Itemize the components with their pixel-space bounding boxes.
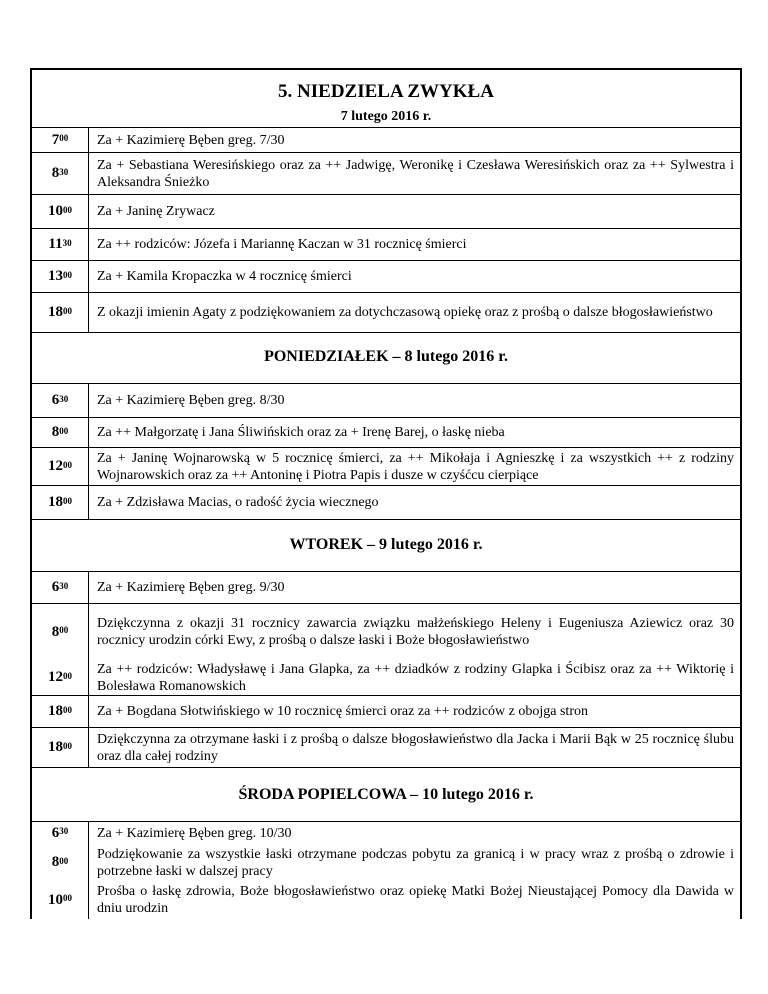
- mass-time: 11 $^{30}$: [32, 229, 89, 260]
- table-row: [30, 486, 742, 520]
- mass-time: 10 $^{00}$: [32, 195, 89, 228]
- intention-text: Z okazji imienin Agaty z podziękowaniem za dotychczasową opiekę oraz z prośbą o dalsze błogosławieństwo: [97, 305, 713, 320]
- mass-time: 8 $^{30}$: [32, 153, 89, 194]
- mass-time: 6 $^{30}$: [32, 822, 89, 844]
- mass-time: 13 $^{00}$: [32, 261, 89, 292]
- mass-time: 18 $^{00}$: [32, 696, 89, 727]
- intention-text: Za + Kazimierę Bęben greg. 10/30: [97, 825, 292, 841]
- intention-text: Za + Janinę Wojnarowską w 5 rocznicę śmierci, za ++ Mikołaja i Agnieszkę i za wszystkich ++ z rodziny Wojnarowskich oraz za ++ Antoninę i Piotra Papis i dusze w czyśćcu cierpiące: [97, 450, 734, 483]
- table-row: [30, 293, 742, 333]
- mass-time: 8 $^{00}$: [32, 418, 89, 447]
- table-row: [30, 195, 742, 229]
- mass-time: 10 $^{00}$: [32, 881, 89, 919]
- section-title: PONIEDZIAŁEK – 8 lutego 2016 r.: [264, 348, 508, 365]
- intention-text: Podziękowanie za wszystkie łaski otrzymane podczas pobytu za granicą i w pracy wraz z prośbą o zdrowie i potrzebne łaski w dalszej pracy: [97, 846, 734, 879]
- table-row: [30, 844, 742, 881]
- mass-time: 6 $^{30}$: [32, 572, 89, 603]
- table-row: [30, 572, 742, 604]
- section-header: [30, 333, 742, 384]
- intention-text: Za ++ rodziców: Józefa i Mariannę Kaczan w 31 rocznicę śmierci: [97, 237, 467, 252]
- intention-text: Za + Bogdana Słotwińskiego w 10 rocznicę śmierci oraz za ++ rodziców z obojga stron: [97, 704, 588, 719]
- section-title: WTOREK – 9 lutego 2016 r.: [289, 536, 483, 553]
- table-row: [30, 822, 742, 844]
- table-row: [30, 448, 742, 486]
- intention-text: Za ++ rodziców: Władysławę i Jana Glapka, za ++ dziadków z rodziny Glapka i Ścibisz oraz za ++ Wiktorię i Bolesława Romanowskich: [97, 661, 734, 694]
- section-title: 5. NIEDZIELA ZWYKŁA: [278, 81, 494, 102]
- intention-text: Dziękczynna za otrzymane łaski i z prośbą o dalsze błogosławieństwo dla Jacka i Marii Bąk w 25 rocznicę ślubu oraz dla całej rodziny: [97, 731, 734, 764]
- table-row: [30, 881, 742, 919]
- table-row: [30, 261, 742, 293]
- intention-text: Za + Kazimierę Bęben greg. 9/30: [97, 580, 285, 595]
- table-row: [30, 660, 742, 696]
- section-header: [30, 68, 742, 128]
- mass-time: 8 $^{00}$: [32, 844, 89, 881]
- intention-text: Za + Kazimierę Bęben greg. 8/30: [97, 393, 285, 408]
- intention-text: Za + Zdzisława Macias, o radość życia wiecznego: [97, 495, 379, 510]
- mass-time: 7 $^{00}$: [32, 128, 89, 152]
- table-row: [30, 153, 742, 195]
- section-title: ŚRODA POPIELCOWA – 10 lutego 2016 r.: [238, 786, 534, 803]
- intention-text: Za + Sebastiana Weresińskiego oraz za ++ Jadwigę, Weronikę i Czesława Weresińskich oraz za ++ Sylwestra i Aleksandra Śnieżko: [97, 157, 734, 190]
- table-row: [30, 728, 742, 768]
- intention-text: Za + Kazimierę Bęben greg. 7/30: [97, 132, 285, 148]
- intention-text: Dziękczynna z okazji 31 rocznicy zawarcia związku małżeńskiego Heleny i Eugeniusza Aziewicz oraz 30 rocznicy urodzin córki Ewy, z prośbą o dalsze łaski i Boże błogosławieństwo: [97, 616, 734, 648]
- table-row: [30, 384, 742, 418]
- intention-text: Za + Janinę Zrywacz: [97, 204, 215, 219]
- mass-time: 8 $^{00}$: [32, 604, 89, 660]
- section-header: [30, 520, 742, 572]
- mass-time: 18 $^{00}$: [32, 293, 89, 332]
- mass-time: 18 $^{00}$: [32, 486, 89, 519]
- mass-time: 12 $^{00}$: [32, 660, 89, 695]
- table-row: [30, 696, 742, 728]
- table-row: [30, 229, 742, 261]
- table-row: [30, 604, 742, 660]
- mass-time: 18 $^{00}$: [32, 728, 89, 767]
- section-header: [30, 768, 742, 822]
- mass-time: 12 $^{00}$: [32, 448, 89, 485]
- intention-text: Prośba o łaskę zdrowia, Boże błogosławieństwo oraz opiekę Matki Bożej Nieustającej Pomocy dla Dawida w dniu urodzin: [97, 884, 734, 916]
- section-date: 7 lutego 2016 r.: [340, 109, 432, 124]
- table-row: [30, 418, 742, 448]
- table-row: [30, 128, 742, 153]
- intention-text: Za ++ Małgorzatę i Jana Śliwińskich oraz za + Irenę Barej, o łaskę nieba: [97, 425, 505, 440]
- mass-time: 6 $^{30}$: [32, 384, 89, 417]
- intention-text: Za + Kamila Kropaczka w 4 rocznicę śmierci: [97, 269, 352, 284]
